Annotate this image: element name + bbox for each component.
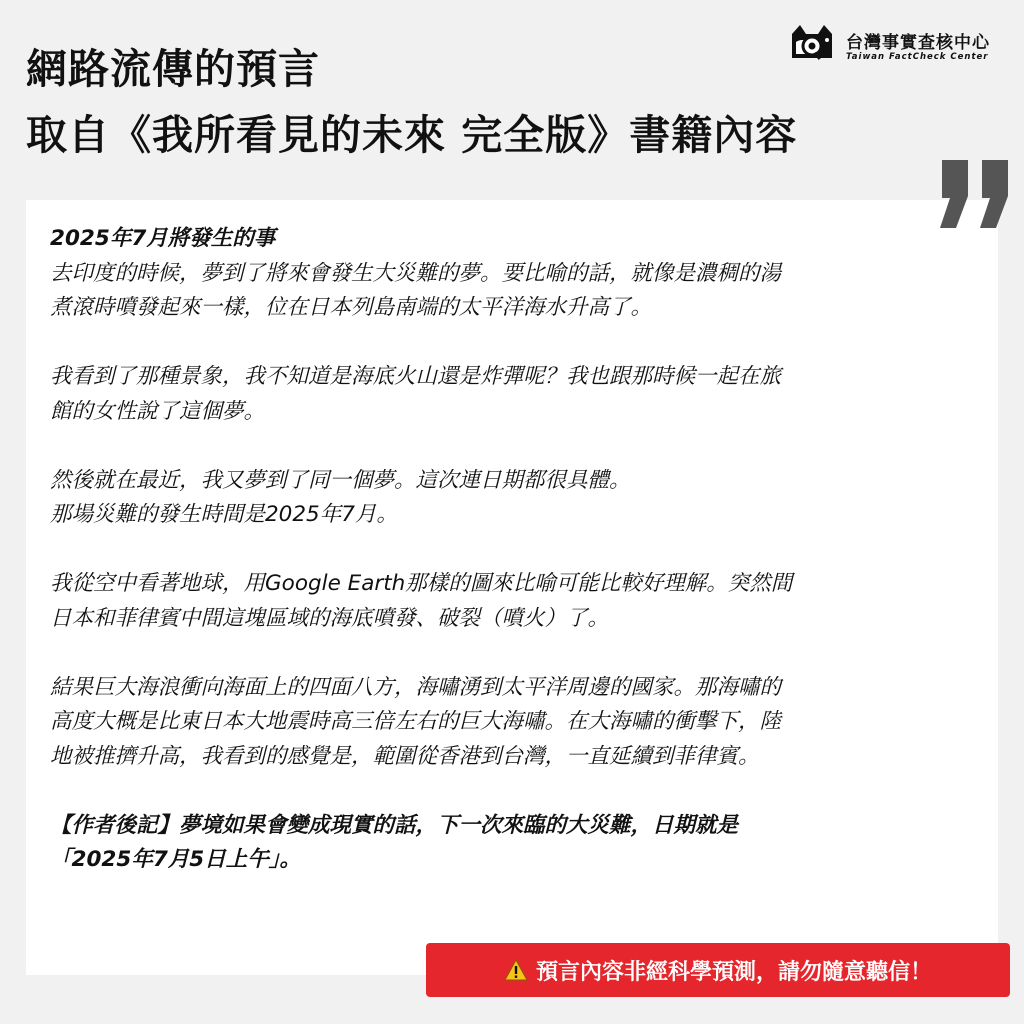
quote-paragraph [50, 257, 980, 326]
quote-paragraph [50, 671, 980, 775]
quote-line: 我從空中看著地球，用Google Earth那樣的圖來比喻可能比較好理解。突然間 [50, 571, 793, 596]
tfc-logo [788, 22, 1008, 70]
warning-text: 預言內容非經科學預測，請勿隨意聽信！ [535, 959, 932, 985]
quote-paragraph [50, 464, 980, 533]
quote-line: 然後就在最近，我又夢到了同一個夢。這次連日期都很具體。 [50, 467, 631, 493]
title-line-2: 取自《我所看見的未來 完全版》書籍內容 [26, 111, 798, 159]
cat-logo-icon [788, 22, 842, 62]
quote-line: 我看到了那種景象，我不知道是海底火山還是炸彈呢？我也跟那時候一起在旅 [50, 364, 782, 389]
quote-line: 那場災難的發生時間是2025年7月。 [50, 502, 398, 527]
quote-line: 高度大概是比東日本大地震時高三倍左右的巨大海嘯。在大海嘯的衝擊下，陸 [50, 709, 782, 734]
quote-line: 結果巨大海浪衝向海面上的四面八方，海嘯湧到太平洋周邊的國家。那海嘯的 [50, 674, 782, 700]
author-note [50, 809, 980, 878]
note-line: 「2025年7月5日上午」。 [50, 847, 302, 872]
title-line-1: 網路流傳的預言 [26, 45, 320, 93]
quote-line: 去印度的時候，夢到了將來會發生大災難的夢。要比喻的話，就像是濃稠的湯 [50, 260, 782, 286]
quote-line: 日本和菲律賓中間這塊區域的海底噴發、破裂（噴火）了。 [50, 605, 610, 631]
logo-subtitle: Taiwan FactCheck Center [846, 52, 989, 62]
quote-line: 地被推擠升高，我看到的感覺是，範圍從香港到台灣，一直延續到菲律賓。 [50, 743, 760, 769]
quote-line: 煮滾時噴發起來一樣，位在日本列島南端的太平洋海水升高了。 [50, 295, 653, 320]
quote-paragraph [50, 360, 980, 429]
quote-heading: 2025年7月將發生的事 [50, 226, 276, 251]
note-line: 【作者後記】夢境如果會變成現實的話，下一次來臨的大災難，日期就是 [50, 812, 739, 838]
warning-banner [426, 943, 1010, 997]
quote-text [50, 222, 980, 878]
quote-paragraph [50, 567, 980, 636]
logo-name: 台灣事實查核中心 [846, 33, 990, 53]
quote-line: 館的女性說了這個夢。 [50, 398, 266, 424]
warning-icon [504, 959, 528, 981]
